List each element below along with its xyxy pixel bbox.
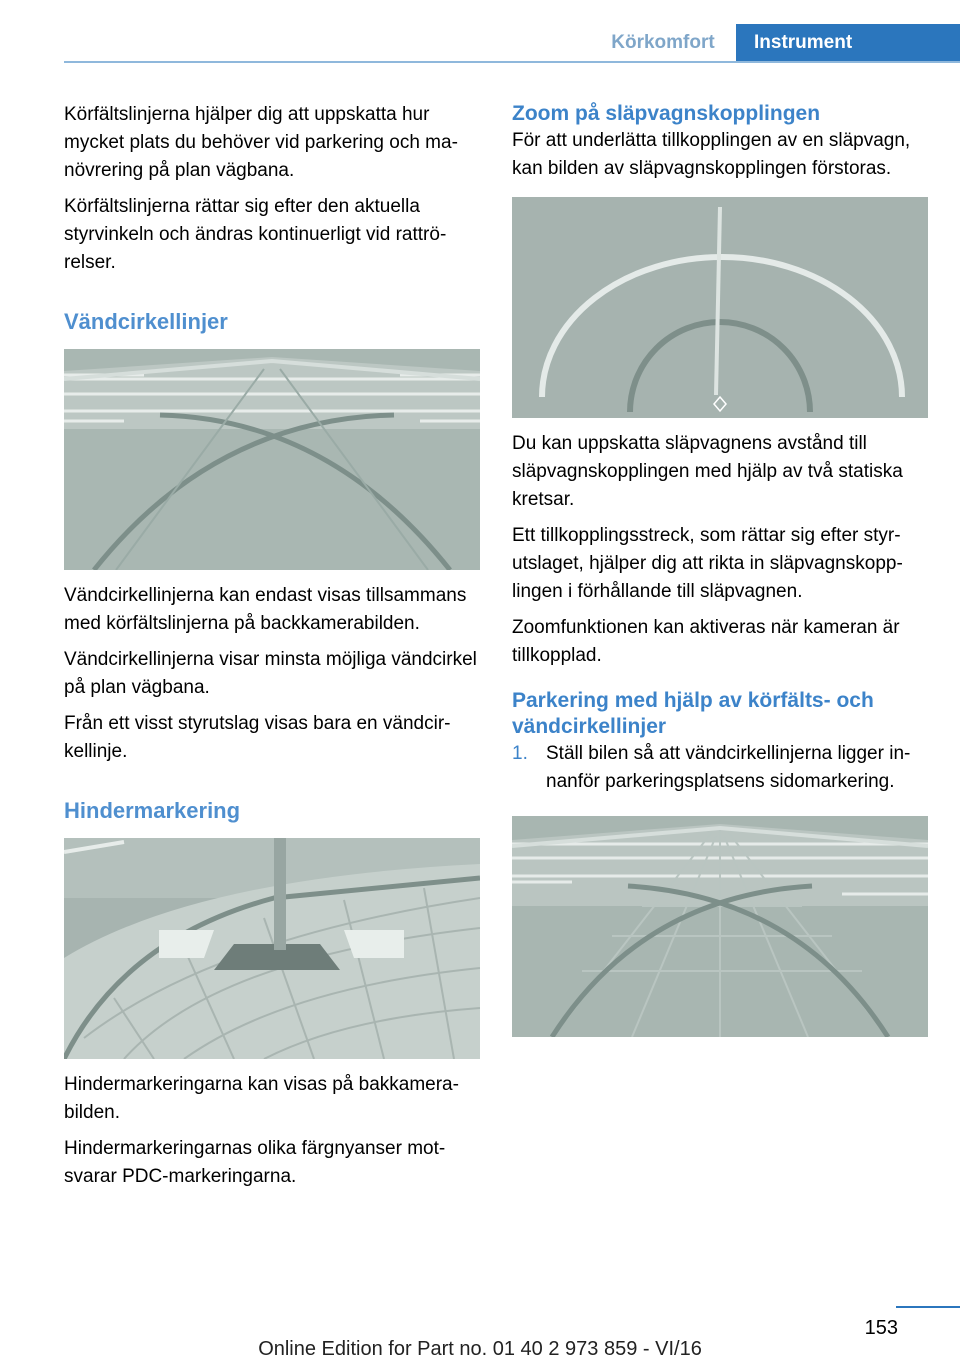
heading-obstacle-marking: Hindermarkering bbox=[64, 798, 241, 823]
hitch-zoom-figure bbox=[512, 197, 928, 418]
page-number-rule bbox=[896, 1306, 960, 1308]
heading-parking: Parkering med hjälp av körfälts- och vändcirkellinjer bbox=[512, 689, 874, 738]
turning-circle-figure bbox=[64, 349, 480, 570]
paragraph: Körfältslinjerna hjälper dig att uppskatta hur mycket plats du behöver vid parkering och manövrering på plan vägbana. bbox=[64, 104, 458, 181]
heading-turning-circle: Vändcirkellinjer bbox=[64, 309, 228, 334]
step-list bbox=[512, 740, 928, 796]
paragraph: Ett tillkopplingsstreck, som rättar sig efter styrutslaget, hjälper dig att rikta in släpvagnskopplingen i förhållande till släpvagnen. bbox=[512, 525, 903, 602]
footer-edition: Online Edition for Part no. 01 40 2 973 859 - VI/16 bbox=[258, 1338, 702, 1360]
right-column bbox=[512, 101, 928, 1037]
list-item bbox=[512, 740, 928, 796]
paragraph: Hindermarkeringarna kan visas på bakkamerabilden. bbox=[64, 1074, 459, 1123]
tab-chapter: Instrument bbox=[736, 24, 960, 62]
paragraph: Zoomfunktionen kan aktiveras när kameran är tillkopplad. bbox=[512, 617, 900, 666]
heading-zoom: Zoom på släpvagnskopplingen bbox=[512, 102, 821, 125]
header-rule bbox=[64, 61, 960, 63]
step-number: 1. bbox=[512, 743, 528, 764]
paragraph: Hindermarkeringarnas olika färgnyanser motsvarar PDC-markeringarna. bbox=[64, 1138, 446, 1187]
paragraph: Körfältslinjerna rättar sig efter den aktuella styrvinkeln och ändras kontinuerligt vid rattrörelser. bbox=[64, 196, 447, 273]
paragraph: Från ett visst styrutslag visas bara en vändcirkellinje. bbox=[64, 713, 451, 762]
paragraph: Du kan uppskatta släpvagnens avstånd till släpvagnskopplingen med hjälp av två statiska kretsar. bbox=[512, 433, 903, 510]
left-column bbox=[64, 101, 480, 1199]
obstacle-marking-figure bbox=[64, 838, 480, 1059]
page-number: 153 bbox=[864, 1317, 898, 1339]
tab-section: Körkomfort bbox=[611, 32, 715, 53]
paragraph: Vändcirkellinjerna kan endast visas tillsammans med körfältslinjerna på backkamerabilden. bbox=[64, 585, 467, 634]
parking-lines-figure bbox=[512, 816, 928, 1037]
step-text: Ställ bilen så att vändcirkellinjerna ligger innanför parkeringsplatsens sidomarkering. bbox=[546, 743, 911, 792]
paragraph: Vändcirkellinjerna visar minsta möjliga vändcirkel på plan vägbana. bbox=[64, 649, 477, 698]
paragraph: För att underlätta tillkopplingen av en släpvagn, kan bilden av släpvagnskopplingen förstoras. bbox=[512, 130, 911, 179]
